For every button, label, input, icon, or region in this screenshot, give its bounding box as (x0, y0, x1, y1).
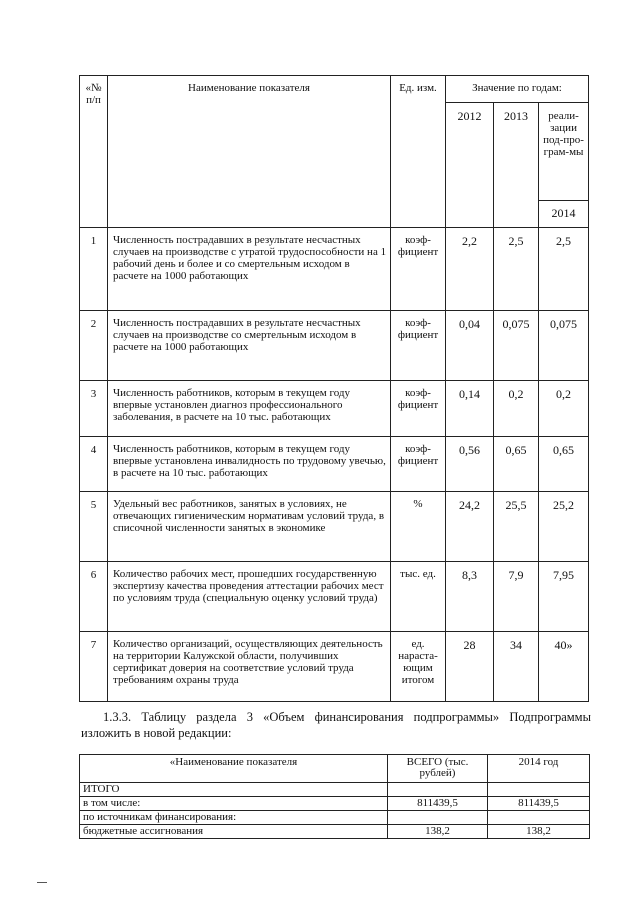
row-total (388, 783, 488, 797)
row-year: 811439,5 (488, 797, 590, 811)
row-value-2012: 0,14 (446, 381, 494, 437)
paragraph-line-1: 1.3.3. Таблицу раздела 3 «Объем финансирования подпрограммы» Подпрограммы (103, 710, 591, 724)
row-value-2014: 0,075 (539, 311, 589, 381)
row-name: Численность работников, которым в текущем году впервые установлена инвалидность по трудовому увечью, в расчете на 10 тыс. работающих (108, 437, 391, 492)
row-name: Численность пострадавших в результате несчастных случаев на производстве со смертельным исходом в расчете на 1000 работающих (108, 311, 391, 381)
row-value-2012: 8,3 (446, 562, 494, 632)
row-name: по источникам финансирования: (80, 811, 388, 825)
row-num: 1 (80, 228, 108, 311)
row-value-2012: 0,56 (446, 437, 494, 492)
row-unit: коэф-фициент (391, 228, 446, 311)
footer-mark (37, 882, 47, 883)
header-year-2013: 2013 (494, 103, 539, 228)
row-value-2013: 2,5 (494, 228, 539, 311)
financing-table (79, 754, 590, 839)
row-year (488, 783, 590, 797)
table-row (80, 811, 590, 825)
row-value-2013: 0,075 (494, 311, 539, 381)
row-value-2014: 0,2 (539, 381, 589, 437)
table-row (80, 632, 589, 702)
table-row (80, 797, 590, 811)
row-value-2012: 24,2 (446, 492, 494, 562)
row-name: бюджетные ассигнования (80, 825, 388, 839)
row-name: Удельный вес работников, занятых в условиях, не отвечающих гигиеническим нормативам условий труда, в списочной численности занятых в экономике (108, 492, 391, 562)
row-name: в том числе: (80, 797, 388, 811)
table-row (80, 562, 589, 632)
row-unit: коэф-фициент (391, 381, 446, 437)
row-value-2012: 28 (446, 632, 494, 702)
row-name: Численность работников, которым в текущем году впервые установлен диагноз профессионального заболевания, в расчете на 10 тыс. работающих (108, 381, 391, 437)
row-value-2013: 7,9 (494, 562, 539, 632)
row-name: ИТОГО (80, 783, 388, 797)
indicators-table (79, 75, 589, 702)
row-total (388, 811, 488, 825)
row-num: 3 (80, 381, 108, 437)
row-num: 2 (80, 311, 108, 381)
row-unit: % (391, 492, 446, 562)
table-row (80, 783, 590, 797)
header-name: «Наименование показателя (80, 755, 388, 783)
row-value-2013: 0,2 (494, 381, 539, 437)
row-total: 138,2 (388, 825, 488, 839)
row-unit: коэф-фициент (391, 311, 446, 381)
row-num: 7 (80, 632, 108, 702)
row-value-2013: 25,5 (494, 492, 539, 562)
table-row (80, 228, 589, 311)
header-unit: Ед. изм. (391, 76, 446, 228)
row-value-2013: 0,65 (494, 437, 539, 492)
row-num: 4 (80, 437, 108, 492)
header-total: ВСЕГО (тыс. рублей) (388, 755, 488, 783)
header-year: 2014 год (488, 755, 590, 783)
table-row (80, 381, 589, 437)
row-num: 6 (80, 562, 108, 632)
table-row (80, 311, 589, 381)
row-name: Количество организаций, осуществляющих деятельность на территории Калужской области, получивших сертификат доверия на соответствие условий труда требованиям охраны труда (108, 632, 391, 702)
row-unit: тыс. ед. (391, 562, 446, 632)
header-name: Наименование показателя (108, 76, 391, 228)
paragraph-line-2: изложить в новой редакции: (81, 726, 232, 740)
table-row (80, 825, 590, 839)
row-value-2013: 34 (494, 632, 539, 702)
row-name: Количество рабочих мест, прошедших государственную экспертизу качества проведения аттестации рабочих мест по условиям труда (специальную оценку условий труда) (108, 562, 391, 632)
row-year: 138,2 (488, 825, 590, 839)
row-value-2012: 0,04 (446, 311, 494, 381)
row-value-2014: 40» (539, 632, 589, 702)
row-unit: ед. нараста-ющим итогом (391, 632, 446, 702)
row-value-2014: 0,65 (539, 437, 589, 492)
row-value-2014: 2,5 (539, 228, 589, 311)
row-value-2014: 25,2 (539, 492, 589, 562)
header-num: «№ п/п (80, 76, 108, 228)
amendment-paragraph (81, 709, 591, 741)
row-unit: коэф-фициент (391, 437, 446, 492)
row-year (488, 811, 590, 825)
row-name: Численность пострадавших в результате несчастных случаев на производстве с утратой трудоспособности на 1 рабочий день и более и со смертельным исходом в расчете на 1000 работающих (108, 228, 391, 311)
header-values-by-year: Значение по годам: (446, 76, 589, 103)
row-value-2014: 7,95 (539, 562, 589, 632)
row-value-2012: 2,2 (446, 228, 494, 311)
row-total: 811439,5 (388, 797, 488, 811)
header-year-2012: 2012 (446, 103, 494, 228)
header-realization: реали-зации под-про-грам-мы (539, 103, 589, 201)
row-num: 5 (80, 492, 108, 562)
table-row (80, 437, 589, 492)
table-row (80, 492, 589, 562)
header-year-2014: 2014 (539, 201, 589, 228)
